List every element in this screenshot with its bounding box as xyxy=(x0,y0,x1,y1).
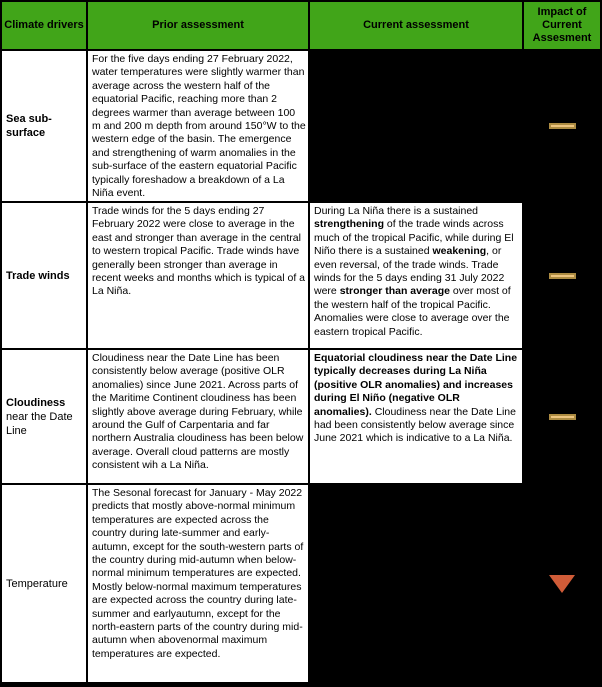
trade-winds-current-cell xyxy=(310,203,522,348)
driver-label-cloudiness xyxy=(2,350,86,483)
trade-winds-prior-cell xyxy=(88,203,308,348)
driver-label-text: Sea sub-surface xyxy=(6,113,52,139)
current-assessment-text: During La Niña there is a sustained strengthening of the trade winds across much of the tropical Pacific, while during El Niño there is a sustained weakening, or even reversal, of the trade winds. Trade winds for the 5 days ending 31 July 2022 were stronger than average over most of the western half of the tropical Pacific. Anomalies were close to average over the eastern tropical Pacific. xyxy=(314,205,514,338)
header-prior-assessment-label: Prior assessment xyxy=(152,19,244,31)
prior-assessment-text: The Sesonal forecast for January - May 2022 predicts that mostly above-normal minimum temperatures are expected across the country during late-summer and early-autumn, except for the south-western parts of the country during mid-autumn when below-normal minimum temperatures are expected. Mostly below-normal maximum temperatures are expected across the country during late-summer and earlyautumn, except for the north-eastern parts of the country during mid-autumn when abovenormal maximum temperatures are expected. xyxy=(92,487,304,660)
prior-assessment-text: Trade winds for the 5 days ending 27 February 2022 were close to average in the east and stronger than average in the central to western tropical Pacific. Trade winds have generally been stronger than average in recent weeks and months which is typical of a La Niña. xyxy=(92,205,306,298)
header-current-assessment-label: Current assessment xyxy=(363,19,469,31)
header-climate-drivers xyxy=(2,2,86,49)
driver-label-text: Temperature xyxy=(6,577,68,590)
header-impact-label: Impact of Current Assesment xyxy=(532,6,592,44)
cloudiness-current-cell xyxy=(310,350,522,483)
prior-assessment-text: Cloudiness near the Date Line has been consistently below average (positive OLR anomalies) since June 2021. Across parts of the Maritime Continent cloudiness has been slightly above average during February, while around the Gulf of Carpentaria and far northern Australia cloudiness has been below average. Overall cloud patterns are mostly consistent wih a La Niña. xyxy=(92,352,304,472)
header-climate-drivers-label: Climate drivers xyxy=(4,19,84,31)
impact-neutral-bar-icon xyxy=(549,273,576,279)
driver-label-text: Cloudiness near the Date Line xyxy=(6,396,73,437)
sea-sub-surface-prior-cell xyxy=(88,51,308,201)
impact-neutral-bar-icon xyxy=(549,414,576,420)
header-current-assessment xyxy=(310,2,522,49)
temperature-impact-cell xyxy=(524,485,600,682)
sea-sub-surface-impact-cell xyxy=(524,51,600,201)
cloudiness-prior-cell xyxy=(88,350,308,483)
header-impact xyxy=(524,2,600,49)
driver-label-trade-winds xyxy=(2,203,86,348)
driver-label-sea-sub-surface xyxy=(2,51,86,201)
current-assessment-text: Equatorial cloudiness near the Date Line typically decreases during La Niña (positive OLR anomalies) and increases during El Niño (negative OLR anomalies). Cloudiness near the Date Line had been consistently below average since June 2021 which is indicative to a La Niña. xyxy=(314,352,518,445)
sea-sub-surface-current-cell-redacted xyxy=(310,51,522,201)
header-prior-assessment xyxy=(88,2,308,49)
trade-winds-impact-cell xyxy=(524,203,600,348)
temperature-prior-cell xyxy=(88,485,308,682)
cloudiness-impact-cell xyxy=(524,350,600,483)
driver-label-text: Trade winds xyxy=(6,269,70,282)
impact-decrease-triangle-icon xyxy=(549,575,575,593)
temperature-current-cell-redacted xyxy=(310,485,522,682)
prior-assessment-text: For the five days ending 27 February 2022, water temperatures were slightly warmer than average across the western half of the equatorial Pacific, reaching more than 2 degrees warmer than average between 100 m and 200 m depth from around 150°W to the western edge of the basin. The emergence and strengthening of warm anomalies in the sub-surface of the eastern equatorial Pacific typically foreshadow a breakdown of a La Niña event. xyxy=(92,53,306,200)
driver-label-temperature xyxy=(2,485,86,682)
impact-neutral-bar-icon xyxy=(549,123,576,129)
